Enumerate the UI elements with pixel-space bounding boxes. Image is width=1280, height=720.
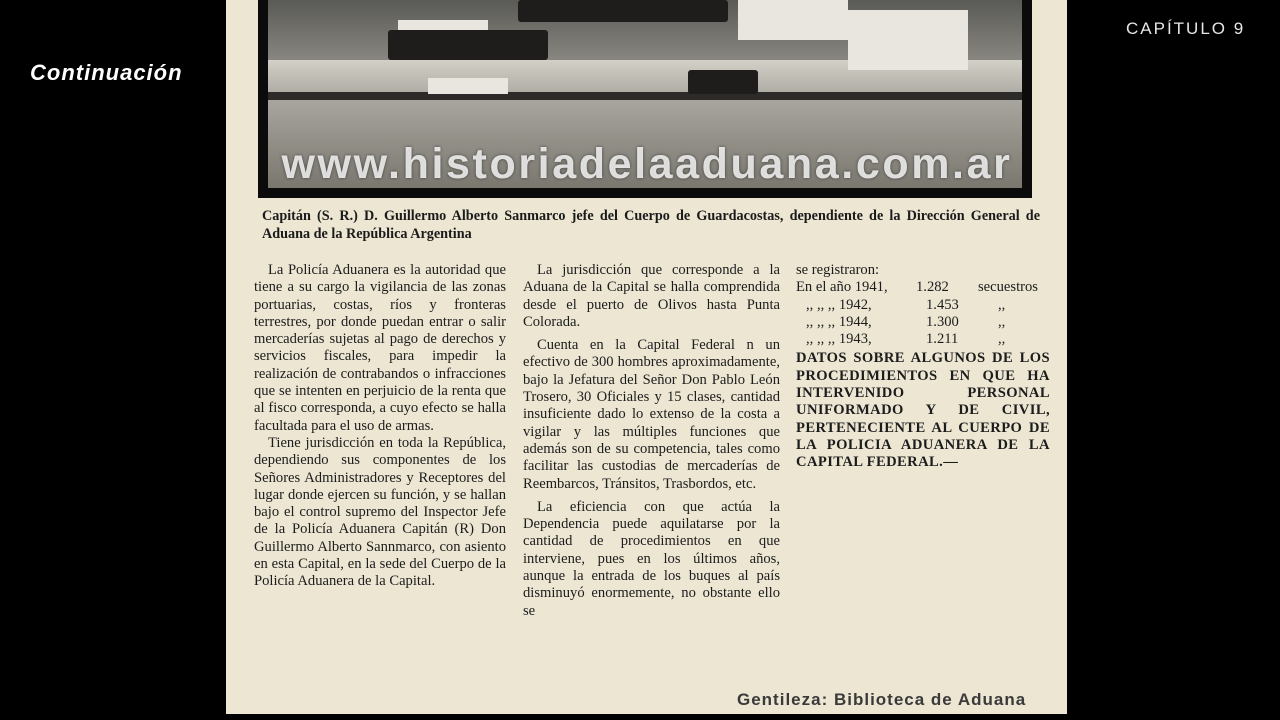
- photo-object: [688, 70, 758, 94]
- credit-line: Gentileza: Biblioteca de Aduana: [737, 690, 1027, 709]
- stats-count: 1.282: [916, 279, 949, 296]
- text-column-1: [254, 262, 506, 591]
- stats-row: [796, 279, 1050, 296]
- text-column-2: [523, 262, 780, 620]
- website-watermark: www.historiadelaaduana.com.ar: [281, 140, 1013, 188]
- photo-paper: [428, 78, 508, 94]
- paragraph: La eficiencia con que actúa la Dependencia puede aquilatarse por la cantidad de procedimientos en que interviene, pues en los últimos años, aunque la entrada de los buques al país disminuyó enormemente, no obstante ello se: [523, 498, 780, 619]
- paragraph: La Policía Aduanera es la autoridad que tiene a su cargo la vigilancia de las zonas portuarias, costas, ríos y fronteras terrestres, por donde puedan entrar o salir mercaderías sujetas al pago de derechos y servicios fiscales, para impedir la realización de contrabandos o infracciones que se intenten en perjuicio de la renta que al fisco corresponda, a cuyo efecto se halla facultada para el uso de armas.: [254, 262, 506, 434]
- stats-unit: secuestros: [978, 279, 1038, 296]
- heading-text: DATOS SOBRE ALGUNOS DE LOS PROCEDIMIENTOS EN QUE HA INTERVENIDO PERSONAL UNIFORMADO Y DE CIVIL, PERTENECIENTE AL CUERPO DE LA POLICIA ADUANERA DE LA CAPITAL FEDERAL.—: [796, 350, 1050, 471]
- stats-year: ,, ,, ,, 1942,: [806, 296, 872, 313]
- stats-row: [796, 314, 1050, 331]
- photo-object: [518, 0, 728, 22]
- newspaper-clipping: [226, 0, 1067, 714]
- stats-unit: ,,: [998, 313, 1006, 330]
- photo-paper: [848, 10, 968, 70]
- stats-unit: ,,: [998, 296, 1006, 313]
- stats-count: 1.300: [926, 313, 959, 330]
- photo-object: [388, 30, 548, 60]
- procedures-heading: [796, 350, 1050, 471]
- seizure-stats-list: [796, 279, 1050, 348]
- desk-edge: [268, 92, 1022, 100]
- photo-paper: [738, 0, 848, 40]
- chapter-label: CAPÍTULO 9: [1126, 19, 1246, 38]
- paragraph: Cuenta en la Capital Federal n un efectivo de 300 hombres aproximadamente, bajo la Jefatura del Señor Don Pablo León Trosero, 30 Oficiales y 15 clases, cantidad insuficiente dado lo extenso de la costa a vigilar y las múltiples funciones que además son de su competencia, tales como facilitar las custodias de mercaderías de Reembarcos, Tránsitos, Trasbordos, etc.: [523, 337, 780, 492]
- stats-year: ,, ,, ,, 1943,: [806, 331, 872, 348]
- stats-intro: se registraron:: [796, 262, 880, 278]
- stats-row: [796, 331, 1050, 348]
- text-column-3: [796, 262, 1050, 472]
- stats-row: [796, 297, 1050, 314]
- photo-caption: Capitán (S. R.) D. Guillermo Alberto Sanmarco jefe del Cuerpo de Guardacostas, dependiente de la Dirección General de Aduana de la República Argentina: [262, 208, 1040, 242]
- paragraph: La jurisdicción que corresponde a la Aduana de la Capital se halla comprendida desde el puerto de Olivos hasta Punta Colorada.: [523, 262, 780, 330]
- stats-count: 1.453: [926, 296, 959, 313]
- paragraph: Tiene jurisdicción en toda la República, dependiendo sus componentes de los Señores Administradores y Receptores del lugar donde ejercen su función, y se hallan bajo el control supremo del Inspector Jefe de la Policía Aduanera Capitán (R) Don Guillermo Alberto Sannmarco, con asiento en esta Capital, en la sede del Cuerpo de la Policía Aduanera de la Capital.: [254, 434, 506, 590]
- stats-count: 1.211: [926, 331, 959, 348]
- stats-unit: ,,: [998, 331, 1006, 348]
- stats-year: ,, ,, ,, 1944,: [806, 313, 872, 330]
- continuation-label: Continuación: [30, 60, 183, 85]
- stats-year: En el año 1941,: [796, 279, 888, 296]
